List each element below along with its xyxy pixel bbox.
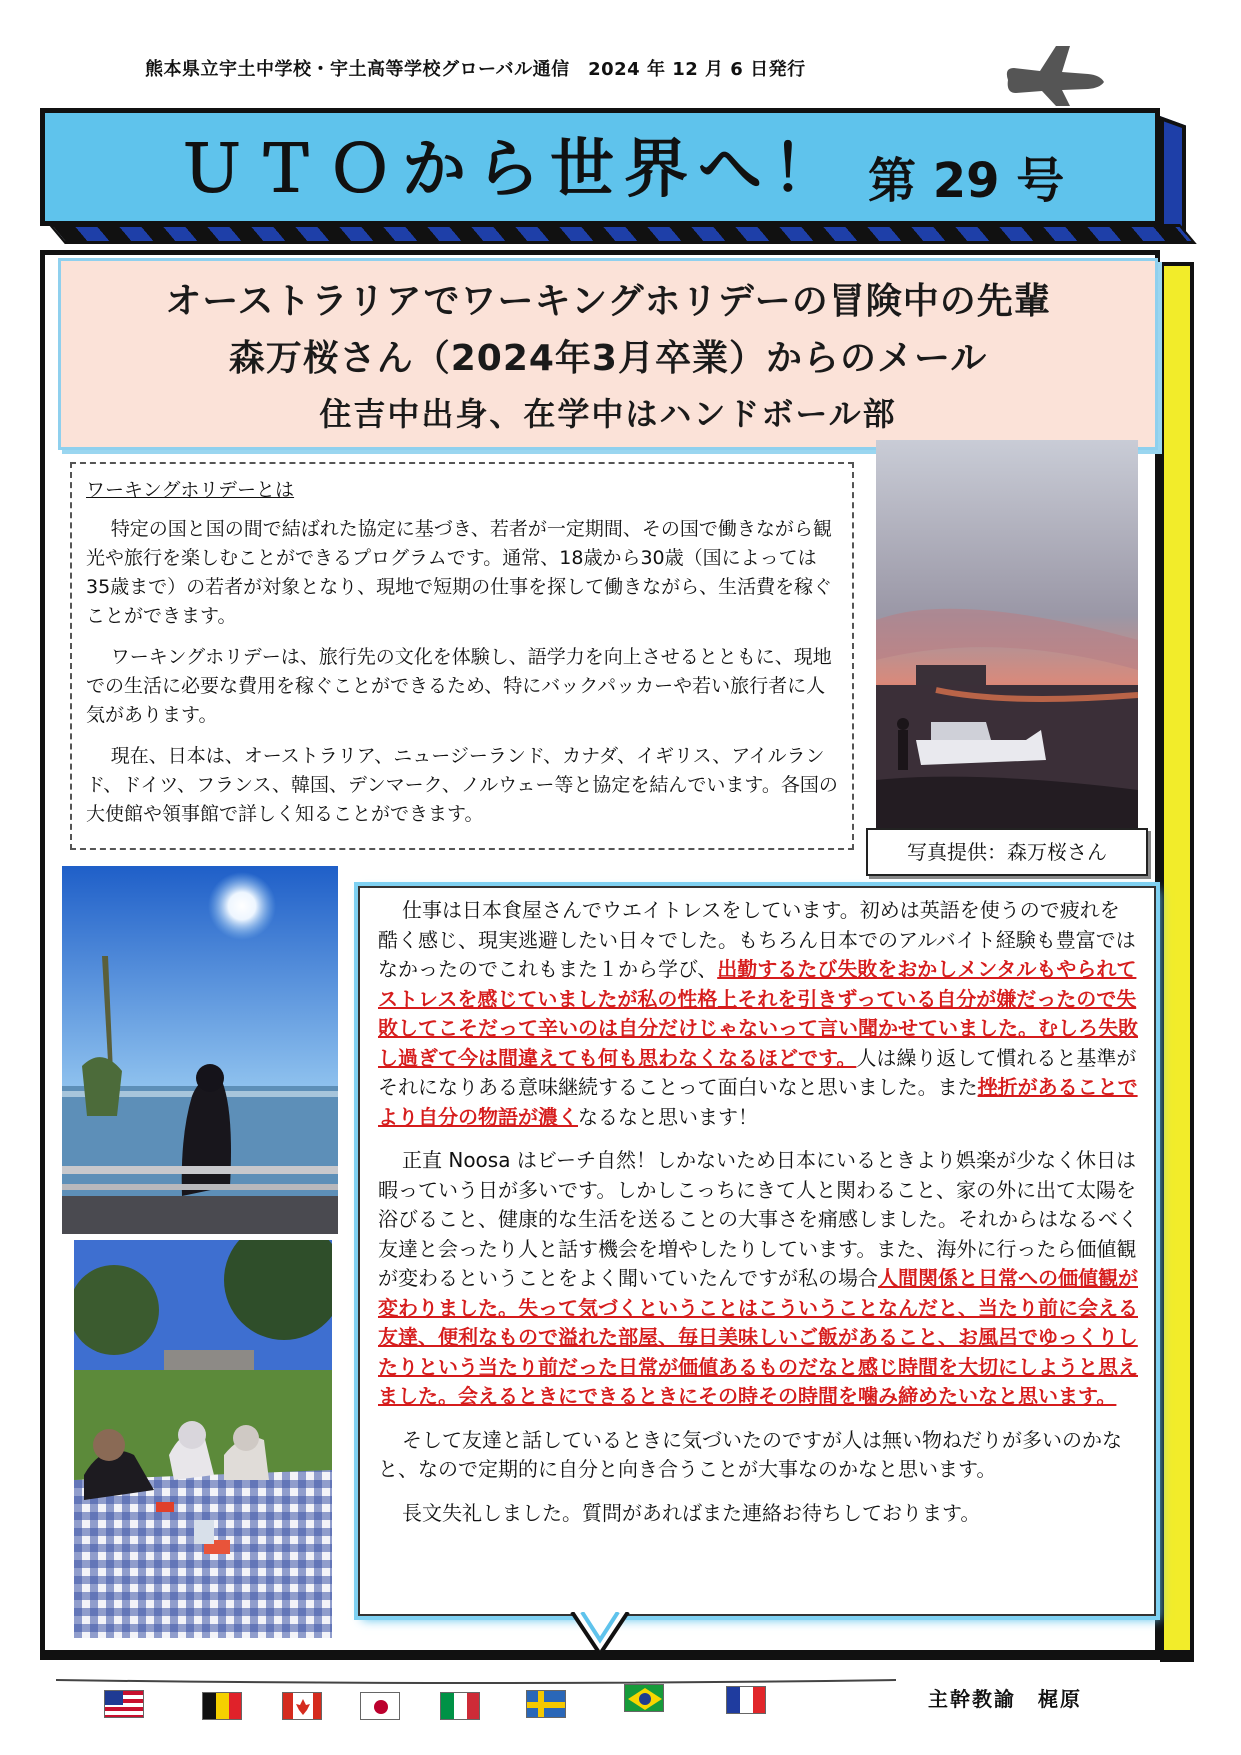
france-flag-icon (726, 1686, 766, 1714)
letter-emphasis: 人間関係と日常への価値観が変わりました。失って気づくということはこういうことなんだと、当たり前に会える友達、便利なもので溢れた部屋、毎日美味しいご飯があること、お風呂でゆっくりしたりという当たり前だった日常が価値あるものだなと感じ時間を大切にしようと思えました。会えるときにできるときにその時その時間を噛み締めたいなと思います。 (378, 1266, 1138, 1408)
letter-notch (570, 1612, 630, 1656)
sweden-flag-icon (526, 1690, 566, 1718)
explanation-heading: ワーキングホリデーとは (86, 479, 295, 501)
letter-text: 正直 Noosa はビーチ自然！しかないため日本にいるときより娯楽が少なく休日は暇っていう日が多いです。しかしこっちにきて人と関わること、家の外に出て太陽を浴びること、健康的な生活を送ることの大事さを痛感しました。それからはなるべく友達と会ったり人と話す機会を増やしたりしています。また、海外に行ったら価値観が変わるということをよく聞いていたんですが私の場合 (378, 1148, 1138, 1290)
headline-line-2: 森万桜さん（2024年3月卒業）からのメール (228, 338, 988, 379)
letter-paragraph-3: そして友達と話しているときに気づいたのですが人は無い物ねだりが多いのかなと、なので定期的に自分と向き合うことが大事なのかなと思います。 (378, 1427, 1122, 1481)
explanation-paragraph: 現在、日本は、オーストラリア、ニュージーランド、カナダ、イギリス、アイルランド、ドイツ、フランス、韓国、デンマーク、ノルウェー等と協定を結んでいます。各国の大使館や領事館で詳しく知ることができます。 (86, 745, 838, 825)
working-holiday-explanation (70, 462, 854, 850)
japan-flag-icon (360, 1692, 400, 1720)
usa-flag-icon (104, 1690, 144, 1718)
italy-flag-icon (440, 1692, 480, 1720)
sunset-boat-photo (876, 440, 1138, 830)
letter-text: 人は繰り返して慣れると基準がそれになりある意味継続することって面白いなと思いました。また (378, 1045, 1137, 1099)
letter-text: なるなと思います！ (578, 1104, 758, 1129)
author-signature: 主幹教諭 梶原 (928, 1687, 1082, 1711)
explanation-paragraph: ワーキングホリデーは、旅行先の文化を体験し、語学力を向上させるとともに、現地での生活に必要な費用を稼ぐことができるため、特にバックパッカーや若い旅行者に人気があります。 (86, 646, 832, 726)
letter-from-alumna (358, 886, 1156, 1616)
article-headline (58, 258, 1158, 450)
frame-side (1160, 262, 1194, 1662)
brazil-flag-icon (624, 1684, 664, 1712)
letter-paragraph-1 (378, 896, 1138, 1132)
photo-credit: 写真提供：森万桜さん (866, 828, 1148, 876)
airplane-icon (1000, 38, 1110, 108)
letter-emphasis: 挫折があることでより自分の物語が濃く (378, 1075, 1138, 1129)
letter-paragraph-2 (378, 1146, 1138, 1412)
letter-emphasis: 出勤するたび失敗をおかしメンタルもやられてストレスを感じていましたが私の性格上それを引きずっている自分が嫌だったので失敗してこそだって辛いのは自分だけじゃないって言い聞かせていました。むしろ失敗し過ぎて今は間違えても何も思わなくなるほどです。 (378, 957, 1138, 1070)
explanation-paragraph: 特定の国と国の間で結ばれた協定に基づき、若者が一定期間、その国で働きながら観光や旅行を楽しむことができるプログラムです。通常、18歳から30歳（国によっては35歳まで）の若者が対象となり、現地で短期の仕事を探して働きながら、生活費を稼ぐことができます。 (86, 518, 833, 627)
canada-flag-icon (282, 1692, 322, 1720)
picnic-photo (74, 1240, 332, 1638)
headline-line-1: オーストラリアでワーキングホリデーの冒険中の先輩 (165, 281, 1051, 322)
issue-number: 第 29 号 (868, 153, 1065, 209)
letter-paragraph-4: 長文失礼しました。質問があればまた連絡お待ちしております。 (402, 1500, 981, 1525)
title-banner-bottom (48, 224, 1197, 244)
newsletter-title: ＵＴＯから世界へ！ (180, 133, 846, 207)
ocean-view-photo (62, 866, 338, 1234)
headline-line-3: 住吉中出身、在学中はハンドボール部 (319, 395, 897, 433)
flag-garland (56, 1680, 896, 1684)
letter-text: 仕事は日本食屋さんでウエイトレスをしています。初めは英語を使うので疲れを酷く感じ、現実逃避したい日々でした。もちろん日本でのアルバイト経験も豊富ではなかったのでこれもまた１から学び、 (378, 898, 1136, 981)
masthead: 熊本県立宇土中学校・宇土高等学校グローバル通信 2024 年 12 月 6 日発行 (145, 59, 806, 80)
belgium-flag-icon (202, 1692, 242, 1720)
